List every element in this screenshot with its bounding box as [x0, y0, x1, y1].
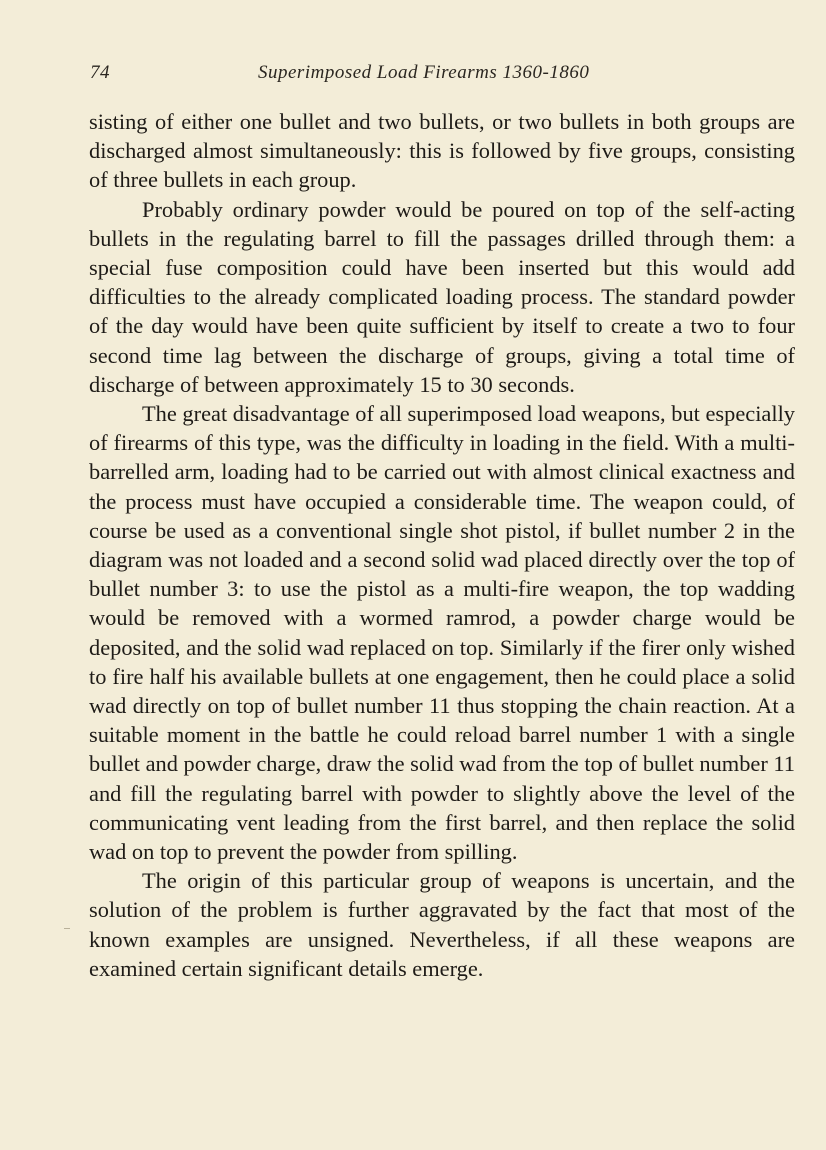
running-title: Superimposed Load Firearms 1360-1860 — [258, 62, 590, 83]
paragraph-continuation: sisting of either one bullet and two bullets, or two bullets in both groups are discharged almost simultaneously: this is followed by five groups, consisting of three bullets in each group. — [89, 109, 795, 193]
page-number: 74 — [90, 62, 110, 83]
margin-mark — [64, 928, 70, 929]
paragraph-loading: The great disadvantage of all superimposed load weapons, but especially of firearms of this type, was the difficulty in loading in the field. With a multi-barrelled arm, loading had to be carried out with almost clinical exactness and the process must have occupied a considerable time. The weapon could, of course be used as a conventional single shot pistol, if bullet number 2 in the diagram was not loaded and a second solid wad placed directly over the top of bullet number 3: to use the pistol as a multi-fire weapon, the top wadding would be removed with a wormed ramrod, a powder charge would be deposited, and the solid wad replaced on top. Similarly if the firer only wished to fire half his available bullets at one engagement, then he could place a solid wad directly on top of bullet number 11 thus stopping the chain reaction. At a suitable moment in the battle he could reload barrel number 1 with a single bullet and powder charge, draw the solid wad from the top of bullet number 11 and fill the regulating barrel with powder to slightly above the level of the communicating vent leading from the first barrel, and then replace the solid wad on top to prevent the powder from spilling. — [89, 401, 795, 865]
body-text — [89, 107, 795, 983]
paragraph-powder: Probably ordinary powder would be poured on top of the self-acting bullets in the regulating barrel to fill the passages drilled through them: a special fuse composition could have been inserted but this would add difficulties to the already complicated loading process. The standard powder of the day would have been quite sufficient by itself to create a two to four second time lag between the discharge of groups, giving a total time of discharge of between approximately 15 to 30 seconds. — [89, 196, 795, 397]
paragraph-origin: The origin of this particular group of weapons is uncertain, and the solution of the problem is further aggravated by the fact that most of the known examples are unsigned. Nevertheless, if all these weapons are examined certain significant details emerge. — [89, 868, 795, 981]
page-header — [90, 62, 790, 90]
